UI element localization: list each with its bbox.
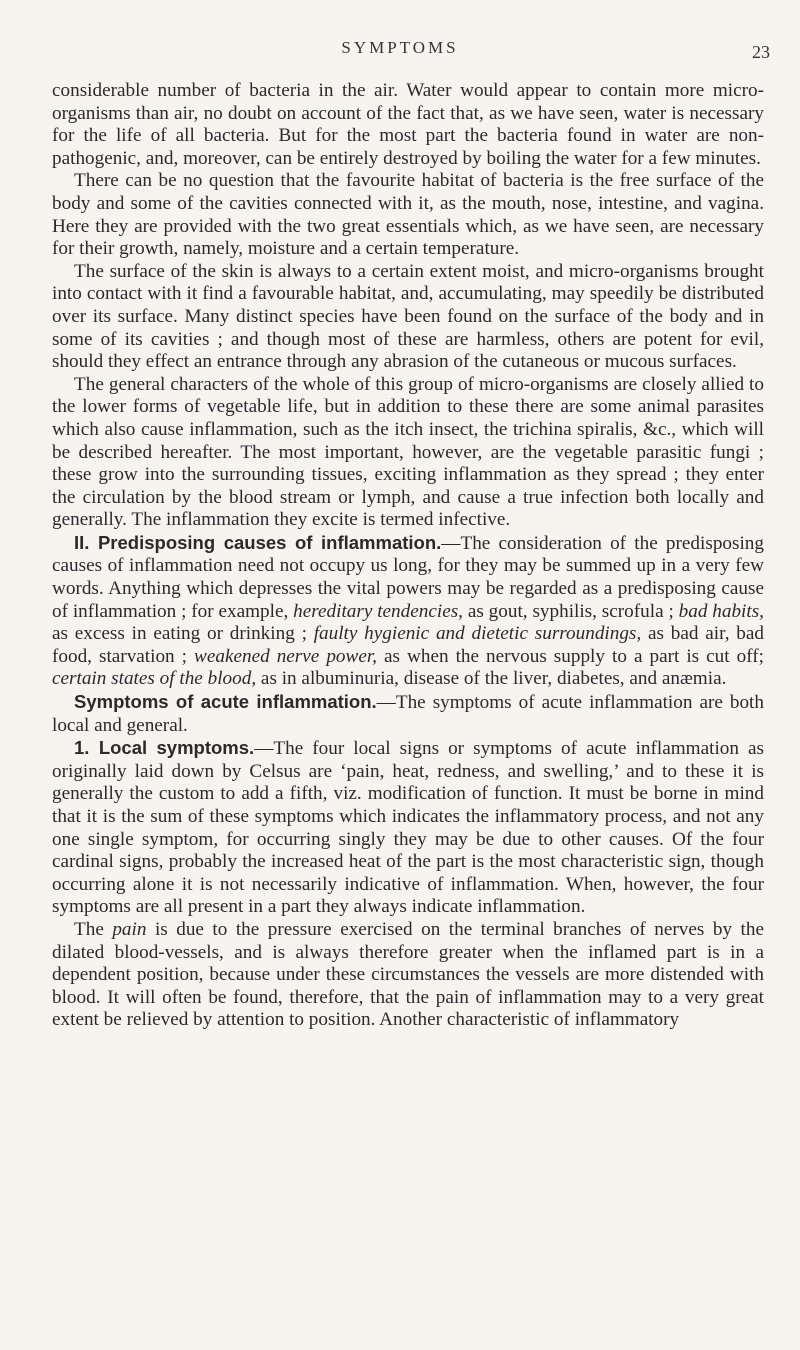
paragraph-bacteria-in-water xyxy=(52,80,764,170)
body-text xyxy=(52,80,764,1032)
text-run: The xyxy=(74,918,113,940)
page-number: 23 xyxy=(752,42,770,62)
italic-term: faulty hygienic and dietetic surroundings, xyxy=(313,623,642,645)
paragraph-symptoms-acute xyxy=(52,691,764,737)
section-heading: II. Predisposing causes of inflammation. xyxy=(74,531,442,553)
paragraph-habitat-of-bacteria xyxy=(52,170,764,260)
paragraph-pain xyxy=(52,919,764,1032)
paragraph-text: The general characters of the whole of this group of micro-organisms are closely allied to the lower forms of vegetable life, but in addition to these there are some animal parasites which also cause inflammation, such as the itch insect, the trichina spiralis, &c., which will be described hereafter. The most important, however, are the vegetable parasitic fungi ; these grow into the surrounding tissues, exciting inflammation as they spread ; they enter the circulation by the blood stream or lymph, and cause a true infection both locally and generally. The inflammation they excite is termed infective. xyxy=(52,373,764,531)
italic-term: hereditary tendencies, xyxy=(293,600,463,622)
section-heading: Symptoms of acute inflammation. xyxy=(74,691,377,713)
text-run: as excess in eating or drinking ; xyxy=(52,623,314,645)
section-heading: 1. Local symptoms. xyxy=(74,737,255,759)
text-run: as bad air, bad food, starvation ; xyxy=(52,623,764,667)
italic-term: weakened nerve power, xyxy=(194,645,377,667)
text-run: as in albuminuria, disease of the liver, diabetes, and anæmia. xyxy=(256,668,727,690)
italic-term: certain states of the blood, xyxy=(52,668,257,690)
running-title: SYMPTOMS xyxy=(341,38,459,57)
paragraph-text: The surface of the skin is always to a certain extent moist, and micro-organisms brought into contact with it find a favourable habitat, and, accumulating, may speedily be distributed over its surface. Many distinct species have been found on the surface of the body and in some of its cavities ; and though most of these are harmless, others are potent for evil, should they effect an entrance through any abrasion of the cutaneous or mucous surfaces. xyxy=(52,260,764,373)
paragraph-local-symptoms xyxy=(52,737,764,919)
text-run: —The symptoms of acute inflammation are both local and general. xyxy=(52,692,764,736)
paragraph-text: considerable number of bacteria in the air. Water would appear to contain more micro-organisms than air, no doubt on account of the fact that, as we have seen, water is necessary for the life of all bacteria. But for the most part the bacteria found in water are non-pathogenic, and, moreover, can be entirely destroyed by boiling the water for a few minutes. xyxy=(52,80,764,169)
text-run: as when the nervous supply to a part is cut off; xyxy=(376,645,764,667)
text-run: —The consideration of the predisposing causes of inflammation need not occupy us long, for they may be summed up in a very few words. Anything which depresses the vital powers may be regarded as a predisposing cause of inflammation ; for example, xyxy=(52,532,764,622)
italic-term: pain xyxy=(112,918,147,940)
paragraph-skin-surface xyxy=(52,261,764,374)
text-run: —The four local signs or symptoms of acute inflammation as originally laid down by Celsus are ‘pain, heat, redness, and swelling,’ and to these it is generally the custom to add a fifth, viz. modification of function. It must be borne in mind that it is the sum of these symptoms which indicates the inflammatory process, and not any one single symptom, for occurring singly they may be due to other causes. Of the four cardinal signs, probably the increased heat of the part is the most characteristic sign, though occurring alone it is not necessarily indicative of inflammation. When, however, the four symptoms are all present in a part they always indicate inflammation. xyxy=(52,738,764,918)
paragraph-predisposing-causes xyxy=(52,532,764,691)
text-run: as gout, syphilis, scrofula ; xyxy=(462,600,679,622)
paragraph-general-characters xyxy=(52,374,764,532)
paragraph-text: There can be no question that the favourite habitat of bacteria is the free surface of the body and some of the cavities connected with it, as the mouth, nose, intestine, and vagina. Here they are provided with the two great essentials which, as we have seen, are necessary for their growth, namely, moisture and a certain temperature. xyxy=(52,170,764,260)
italic-term: bad habits, xyxy=(678,600,764,622)
text-run: is due to the pressure exercised on the terminal branches of nerves by the dilated blood-vessels, and is always therefore greater when the inflamed part is in a dependent position, because under these circumstances the vessels are more distended with blood. It will often be found, therefore, that the pain of inflammation may to a very great extent be relieved by attention to position. Another characteristic of inflammatory xyxy=(52,918,764,1031)
